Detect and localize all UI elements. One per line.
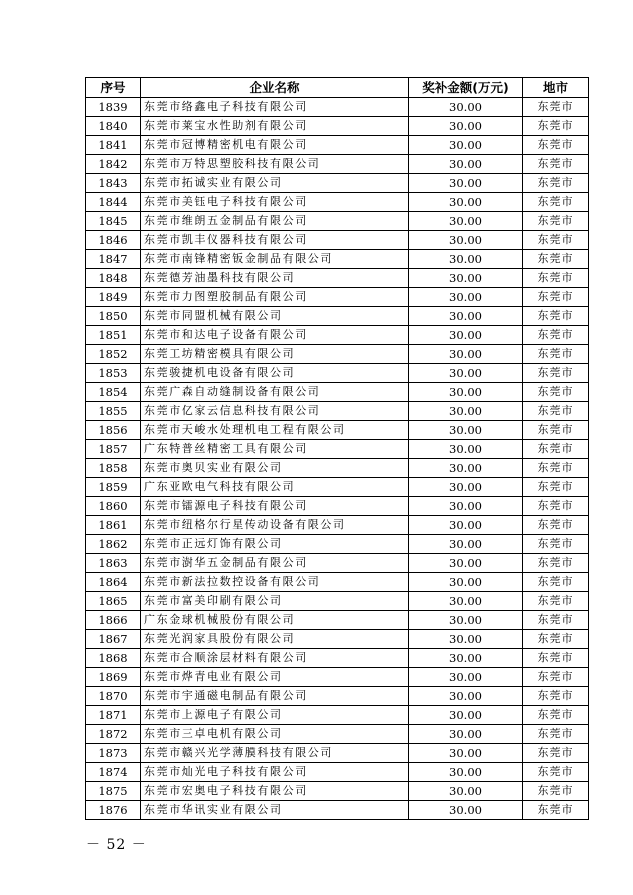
row-city: 东莞市 [523, 630, 589, 649]
row-company-name: 东莞市烨青电业有限公司 [141, 668, 409, 687]
row-seq: 1848 [86, 269, 141, 288]
row-seq: 1847 [86, 250, 141, 269]
row-city: 东莞市 [523, 497, 589, 516]
table-row [86, 630, 589, 649]
table-row [86, 440, 589, 459]
row-company-name: 东莞市美钰电子科技有限公司 [141, 193, 409, 212]
row-city: 东莞市 [523, 801, 589, 820]
row-seq: 1843 [86, 174, 141, 193]
row-city: 东莞市 [523, 535, 589, 554]
row-seq: 1840 [86, 117, 141, 136]
row-award-amount: 30.00 [409, 421, 523, 440]
row-city: 东莞市 [523, 136, 589, 155]
row-city: 东莞市 [523, 725, 589, 744]
row-company-name: 东莞骏捷机电设备有限公司 [141, 364, 409, 383]
row-seq: 1854 [86, 383, 141, 402]
table-row [86, 307, 589, 326]
table-row [86, 288, 589, 307]
table-row [86, 668, 589, 687]
row-seq: 1866 [86, 611, 141, 630]
row-award-amount: 30.00 [409, 535, 523, 554]
row-city: 东莞市 [523, 459, 589, 478]
row-award-amount: 30.00 [409, 269, 523, 288]
row-award-amount: 30.00 [409, 573, 523, 592]
row-seq: 1855 [86, 402, 141, 421]
table-row [86, 231, 589, 250]
header-city: 地市 [523, 78, 589, 98]
row-company-name: 东莞市力图塑胶制品有限公司 [141, 288, 409, 307]
row-seq: 1856 [86, 421, 141, 440]
award-table [85, 77, 589, 820]
table-row [86, 174, 589, 193]
row-city: 东莞市 [523, 649, 589, 668]
row-seq: 1842 [86, 155, 141, 174]
row-company-name: 东莞市纽格尔行星传动设备有限公司 [141, 516, 409, 535]
table-row [86, 136, 589, 155]
row-company-name: 东莞市亿家云信息科技有限公司 [141, 402, 409, 421]
row-company-name: 东莞市上源电子有限公司 [141, 706, 409, 725]
row-city: 东莞市 [523, 364, 589, 383]
table-row [86, 383, 589, 402]
row-seq: 1862 [86, 535, 141, 554]
table-row [86, 250, 589, 269]
row-seq: 1873 [86, 744, 141, 763]
table-row [86, 269, 589, 288]
table-row [86, 725, 589, 744]
row-company-name: 东莞市正远灯饰有限公司 [141, 535, 409, 554]
row-company-name: 东莞市莱宝水性助剂有限公司 [141, 117, 409, 136]
row-company-name: 东莞市赣兴光学薄膜科技有限公司 [141, 744, 409, 763]
header-company-name: 企业名称 [141, 78, 409, 98]
row-award-amount: 30.00 [409, 402, 523, 421]
row-company-name: 东莞市拓诚实业有限公司 [141, 174, 409, 193]
row-award-amount: 30.00 [409, 687, 523, 706]
table-row [86, 687, 589, 706]
row-city: 东莞市 [523, 345, 589, 364]
row-award-amount: 30.00 [409, 136, 523, 155]
row-company-name: 东莞德芳油墨科技有限公司 [141, 269, 409, 288]
row-city: 东莞市 [523, 288, 589, 307]
row-city: 东莞市 [523, 421, 589, 440]
row-award-amount: 30.00 [409, 554, 523, 573]
row-company-name: 东莞市镭源电子科技有限公司 [141, 497, 409, 516]
row-award-amount: 30.00 [409, 516, 523, 535]
table-row [86, 763, 589, 782]
row-award-amount: 30.00 [409, 117, 523, 136]
row-company-name: 广东特普丝精密工具有限公司 [141, 440, 409, 459]
row-city: 东莞市 [523, 573, 589, 592]
row-company-name: 广东金球机械股份有限公司 [141, 611, 409, 630]
row-city: 东莞市 [523, 231, 589, 250]
row-seq: 1853 [86, 364, 141, 383]
row-award-amount: 30.00 [409, 193, 523, 212]
row-company-name: 东莞市新法拉数控设备有限公司 [141, 573, 409, 592]
table-row [86, 402, 589, 421]
row-award-amount: 30.00 [409, 782, 523, 801]
row-seq: 1864 [86, 573, 141, 592]
row-seq: 1857 [86, 440, 141, 459]
table-row [86, 611, 589, 630]
row-company-name: 东莞市宏奥电子科技有限公司 [141, 782, 409, 801]
row-city: 东莞市 [523, 155, 589, 174]
table-row [86, 193, 589, 212]
page-number: － 52 － [86, 837, 147, 853]
row-seq: 1861 [86, 516, 141, 535]
row-seq: 1841 [86, 136, 141, 155]
row-award-amount: 30.00 [409, 288, 523, 307]
table-row [86, 326, 589, 345]
table-row [86, 345, 589, 364]
row-award-amount: 30.00 [409, 649, 523, 668]
row-award-amount: 30.00 [409, 345, 523, 364]
table-row [86, 592, 589, 611]
row-seq: 1844 [86, 193, 141, 212]
row-seq: 1867 [86, 630, 141, 649]
row-award-amount: 30.00 [409, 763, 523, 782]
row-city: 东莞市 [523, 98, 589, 117]
table-row [86, 155, 589, 174]
header-seq: 序号 [86, 78, 141, 98]
row-seq: 1871 [86, 706, 141, 725]
row-city: 东莞市 [523, 668, 589, 687]
table-row [86, 516, 589, 535]
row-award-amount: 30.00 [409, 478, 523, 497]
row-seq: 1846 [86, 231, 141, 250]
row-award-amount: 30.00 [409, 459, 523, 478]
row-award-amount: 30.00 [409, 592, 523, 611]
table-row [86, 706, 589, 725]
table-header-row [86, 78, 589, 98]
row-award-amount: 30.00 [409, 307, 523, 326]
row-city: 东莞市 [523, 402, 589, 421]
row-company-name: 东莞市富美印刷有限公司 [141, 592, 409, 611]
row-city: 东莞市 [523, 611, 589, 630]
row-company-name: 广东亚欧电气科技有限公司 [141, 478, 409, 497]
row-company-name: 东莞市冠博精密机电有限公司 [141, 136, 409, 155]
row-award-amount: 30.00 [409, 668, 523, 687]
row-company-name: 东莞市澍华五金制品有限公司 [141, 554, 409, 573]
row-city: 东莞市 [523, 706, 589, 725]
row-city: 东莞市 [523, 592, 589, 611]
row-company-name: 东莞市三卓电机有限公司 [141, 725, 409, 744]
row-award-amount: 30.00 [409, 744, 523, 763]
row-company-name: 东莞市络鑫电子科技有限公司 [141, 98, 409, 117]
table-row [86, 801, 589, 820]
row-seq: 1872 [86, 725, 141, 744]
row-award-amount: 30.00 [409, 440, 523, 459]
row-award-amount: 30.00 [409, 801, 523, 820]
table-row [86, 459, 589, 478]
table-row [86, 573, 589, 592]
row-seq: 1876 [86, 801, 141, 820]
row-city: 东莞市 [523, 516, 589, 535]
row-city: 东莞市 [523, 307, 589, 326]
row-city: 东莞市 [523, 250, 589, 269]
row-city: 东莞市 [523, 193, 589, 212]
row-award-amount: 30.00 [409, 250, 523, 269]
row-seq: 1851 [86, 326, 141, 345]
row-seq: 1849 [86, 288, 141, 307]
row-seq: 1863 [86, 554, 141, 573]
row-city: 东莞市 [523, 687, 589, 706]
row-seq: 1852 [86, 345, 141, 364]
row-city: 东莞市 [523, 212, 589, 231]
row-city: 东莞市 [523, 117, 589, 136]
row-seq: 1870 [86, 687, 141, 706]
row-company-name: 东莞市合顺涂层材料有限公司 [141, 649, 409, 668]
row-award-amount: 30.00 [409, 611, 523, 630]
row-city: 东莞市 [523, 554, 589, 573]
row-award-amount: 30.00 [409, 630, 523, 649]
table-row [86, 421, 589, 440]
table-body [86, 98, 589, 820]
row-company-name: 东莞市万特思塑胶科技有限公司 [141, 155, 409, 174]
row-city: 东莞市 [523, 782, 589, 801]
table-row [86, 497, 589, 516]
row-company-name: 东莞市奥贝实业有限公司 [141, 459, 409, 478]
row-seq: 1868 [86, 649, 141, 668]
row-company-name: 东莞广森自动缝制设备有限公司 [141, 383, 409, 402]
row-company-name: 东莞市宇通磁电制品有限公司 [141, 687, 409, 706]
row-city: 东莞市 [523, 763, 589, 782]
header-award-amount: 奖补金额(万元) [409, 78, 523, 98]
row-seq: 1845 [86, 212, 141, 231]
table-row [86, 98, 589, 117]
row-company-name: 东莞光润家具股份有限公司 [141, 630, 409, 649]
row-company-name: 东莞工坊精密模具有限公司 [141, 345, 409, 364]
row-city: 东莞市 [523, 269, 589, 288]
row-seq: 1850 [86, 307, 141, 326]
row-city: 东莞市 [523, 383, 589, 402]
row-award-amount: 30.00 [409, 326, 523, 345]
row-seq: 1839 [86, 98, 141, 117]
row-award-amount: 30.00 [409, 706, 523, 725]
row-seq: 1874 [86, 763, 141, 782]
row-award-amount: 30.00 [409, 155, 523, 174]
row-award-amount: 30.00 [409, 383, 523, 402]
row-company-name: 东莞市南锋精密钣金制品有限公司 [141, 250, 409, 269]
table-row [86, 649, 589, 668]
row-city: 东莞市 [523, 326, 589, 345]
row-seq: 1875 [86, 782, 141, 801]
row-seq: 1869 [86, 668, 141, 687]
row-award-amount: 30.00 [409, 725, 523, 744]
row-award-amount: 30.00 [409, 212, 523, 231]
row-company-name: 东莞市维朗五金制品有限公司 [141, 212, 409, 231]
row-company-name: 东莞市灿光电子科技有限公司 [141, 763, 409, 782]
row-company-name: 东莞市同盟机械有限公司 [141, 307, 409, 326]
row-company-name: 东莞市华讯实业有限公司 [141, 801, 409, 820]
row-city: 东莞市 [523, 478, 589, 497]
row-company-name: 东莞市和达电子设备有限公司 [141, 326, 409, 345]
row-city: 东莞市 [523, 744, 589, 763]
table-row [86, 782, 589, 801]
row-city: 东莞市 [523, 440, 589, 459]
row-seq: 1858 [86, 459, 141, 478]
table-row [86, 117, 589, 136]
row-city: 东莞市 [523, 174, 589, 193]
table-row [86, 554, 589, 573]
table-row [86, 478, 589, 497]
row-seq: 1865 [86, 592, 141, 611]
row-company-name: 东莞市天峻水处理机电工程有限公司 [141, 421, 409, 440]
row-seq: 1859 [86, 478, 141, 497]
row-seq: 1860 [86, 497, 141, 516]
row-company-name: 东莞市凯丰仪器科技有限公司 [141, 231, 409, 250]
row-award-amount: 30.00 [409, 497, 523, 516]
table-row [86, 212, 589, 231]
table-row [86, 364, 589, 383]
row-award-amount: 30.00 [409, 174, 523, 193]
row-award-amount: 30.00 [409, 231, 523, 250]
row-award-amount: 30.00 [409, 364, 523, 383]
row-award-amount: 30.00 [409, 98, 523, 117]
table-row [86, 535, 589, 554]
table-row [86, 744, 589, 763]
